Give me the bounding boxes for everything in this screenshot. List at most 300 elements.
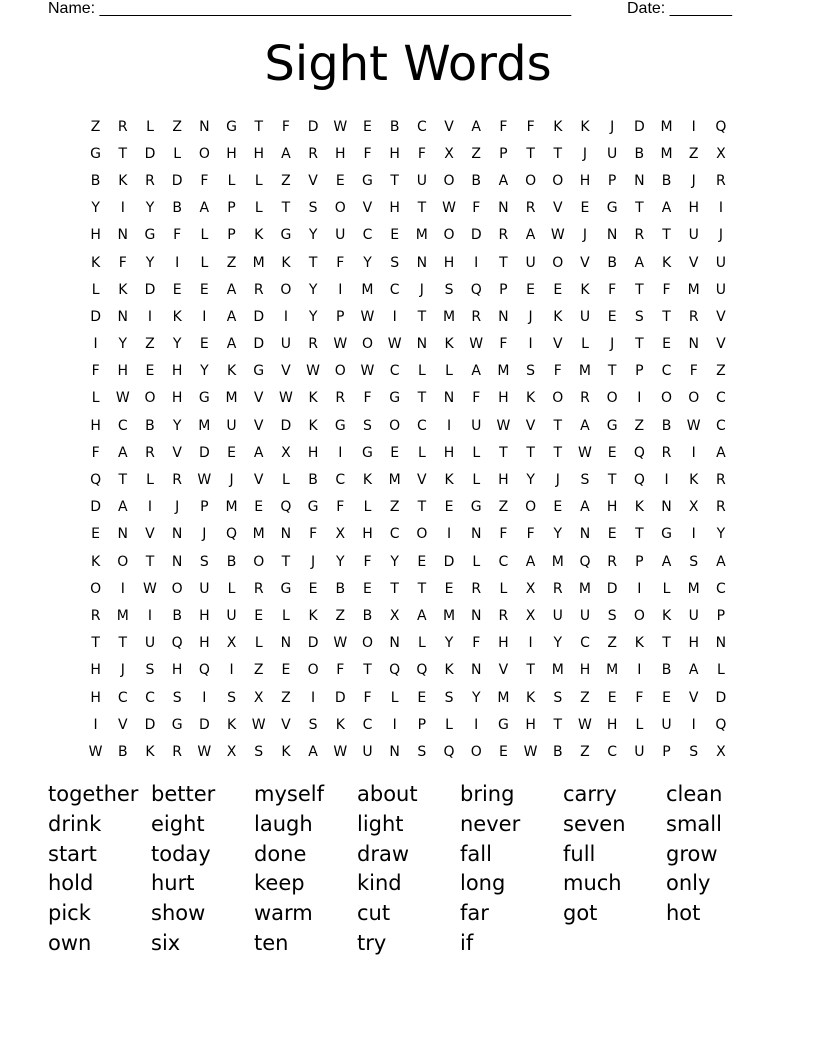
grid-letter: O [470, 743, 482, 760]
grid-letter: Z [281, 172, 291, 189]
word-bank-item: ten [254, 930, 289, 955]
grid-letter: S [308, 200, 318, 217]
grid-letter: O [334, 200, 346, 217]
grid-letter: O [688, 390, 700, 407]
grid-letter: Q [715, 716, 727, 733]
grid-letter: B [634, 145, 645, 162]
grid-letter: K [172, 308, 182, 325]
grid-letter: A [253, 444, 264, 461]
word-bank-item: show [151, 901, 206, 926]
grid-letter: G [144, 227, 156, 244]
grid-letter: Q [633, 472, 645, 489]
grid-letter: R [145, 172, 155, 189]
grid-letter: H [90, 227, 101, 244]
grid-letter: U [661, 716, 672, 733]
grid-letter: W [88, 743, 103, 760]
word-bank-item: never [460, 811, 521, 836]
grid-letter: B [661, 662, 672, 679]
grid-letter: C [389, 363, 400, 380]
grid-letter: W [333, 635, 348, 652]
grid-letter: Z [498, 499, 509, 516]
grid-letter: D [715, 689, 727, 706]
grid-letter: P [635, 553, 644, 570]
grid-letter: B [607, 254, 617, 271]
grid-letter: P [200, 499, 209, 516]
word-bank-item: small [666, 811, 722, 836]
grid-letter: G [606, 417, 618, 434]
grid-letter: P [227, 200, 236, 217]
grid-letter: F [363, 553, 372, 570]
grid-letter: M [497, 689, 510, 706]
grid-letter: G [606, 200, 618, 217]
grid-letter: D [171, 172, 183, 189]
grid-letter: E [662, 336, 671, 353]
grid-letter: A [525, 553, 536, 570]
grid-letter: G [661, 526, 672, 543]
grid-letter: O [552, 172, 564, 189]
grid-letter: T [417, 200, 427, 217]
grid-letter: H [362, 526, 373, 543]
grid-letter: H [688, 200, 699, 217]
grid-letter: T [553, 417, 563, 434]
word-bank-item: warm [254, 901, 313, 926]
grid-letter: G [171, 716, 183, 733]
grid-letter: N [498, 308, 509, 325]
grid-letter: V [716, 308, 726, 325]
grid-row [82, 303, 735, 330]
grid-letter: L [445, 716, 453, 733]
grid-letter: Y [308, 227, 318, 244]
grid-letter: T [363, 662, 372, 679]
grid-letter: B [389, 118, 400, 135]
grid-letter: H [117, 363, 129, 380]
grid-letter: N [443, 390, 455, 407]
grid-letter: E [91, 526, 101, 543]
grid-letter: Z [688, 145, 699, 162]
grid-letter: U [525, 254, 536, 271]
grid-letter: Z [607, 635, 617, 652]
grid-letter: J [528, 308, 533, 325]
grid-letter: K [118, 281, 128, 298]
grid-row [82, 222, 735, 249]
grid-letter: T [607, 472, 617, 489]
grid-letter: A [634, 254, 645, 271]
grid-letter: B [661, 172, 672, 189]
grid-letter: V [253, 390, 264, 407]
grid-letter: A [226, 281, 237, 298]
grid-letter: S [553, 689, 563, 706]
grid-letter: X [253, 689, 264, 706]
grid-letter: A [226, 308, 237, 325]
worksheet-header [48, 0, 748, 20]
grid-letter: E [553, 499, 563, 516]
grid-letter: R [471, 580, 482, 597]
grid-letter: D [90, 499, 101, 516]
grid-letter: I [691, 444, 696, 461]
grid-letter: W [686, 417, 701, 434]
grid-letter: I [93, 336, 98, 353]
grid-letter: U [199, 580, 210, 597]
grid-letter: F [336, 499, 345, 516]
grid-letter: I [446, 417, 452, 434]
grid-letter: F [608, 281, 617, 298]
grid-letter: I [93, 716, 98, 733]
word-bank-item: own [48, 930, 92, 955]
grid-row [82, 494, 735, 521]
grid-letter: U [280, 336, 292, 353]
grid-letter: F [336, 662, 345, 679]
grid-letter: B [552, 743, 563, 760]
grid-letter: Z [580, 743, 590, 760]
grid-letter: L [662, 580, 671, 597]
grid-letter: F [363, 390, 372, 407]
grid-letter: G [389, 390, 401, 407]
grid-letter: R [172, 743, 183, 760]
grid-letter: Y [118, 336, 128, 353]
grid-letter: M [116, 607, 129, 624]
grid-letter: S [689, 553, 699, 570]
word-bank-item: only [666, 871, 711, 896]
grid-letter: B [90, 172, 101, 189]
grid-letter: I [691, 118, 696, 135]
grid-letter: W [442, 200, 456, 217]
grid-letter: H [498, 390, 509, 407]
grid-letter: G [307, 499, 319, 516]
grid-letter: T [118, 145, 128, 162]
grid-letter: N [470, 607, 482, 624]
grid-letter: V [688, 689, 699, 706]
grid-letter: U [634, 743, 645, 760]
grid-letter: Z [335, 607, 346, 624]
grid-letter: S [417, 743, 427, 760]
grid-letter: R [308, 145, 318, 162]
grid-letter: M [497, 363, 510, 380]
grid-letter: W [496, 417, 511, 434]
grid-letter: B [471, 172, 482, 189]
grid-letter: D [144, 281, 156, 298]
word-bank-item: keep [254, 871, 305, 896]
grid-letter: P [716, 607, 726, 624]
grid-letter: P [336, 308, 345, 325]
grid-letter: T [118, 472, 128, 489]
grid-letter: V [525, 417, 536, 434]
grid-letter: D [606, 580, 618, 597]
grid-letter: R [90, 607, 101, 624]
grid-letter: Q [715, 118, 727, 135]
grid-letter: K [661, 254, 672, 271]
grid-letter: G [334, 417, 346, 434]
grid-letter: K [281, 254, 291, 271]
grid-letter: F [635, 689, 644, 706]
grid-letter: P [499, 145, 508, 162]
grid-letter: Y [716, 526, 726, 543]
grid-letter: N [606, 227, 618, 244]
grid-letter: T [417, 499, 427, 516]
grid-letter: U [715, 254, 727, 271]
grid-row [82, 412, 735, 439]
grid-letter: M [442, 607, 456, 624]
grid-row [82, 439, 735, 466]
grid-letter: Z [281, 689, 291, 706]
grid-letter: Y [553, 635, 563, 652]
grid-letter: K [308, 607, 318, 624]
grid-letter: A [117, 444, 128, 461]
grid-letter: I [528, 635, 533, 652]
grid-letter: D [470, 227, 482, 244]
grid-letter: K [634, 635, 644, 652]
grid-letter: J [202, 526, 207, 543]
grid-letter: H [579, 172, 591, 189]
grid-letter: Z [90, 118, 101, 135]
grid-row [82, 195, 735, 222]
grid-letter: O [661, 390, 673, 407]
grid-letter: D [280, 417, 292, 434]
grid-letter: L [445, 363, 453, 380]
grid-row [82, 276, 735, 303]
grid-letter: R [253, 281, 264, 298]
grid-letter: F [499, 118, 508, 135]
grid-row [82, 711, 735, 738]
grid-letter: K [362, 472, 373, 489]
grid-letter: L [417, 363, 426, 380]
grid-letter: I [175, 254, 180, 271]
grid-letter: H [199, 607, 210, 624]
grid-letter: E [417, 553, 427, 570]
grid-letter: K [580, 118, 590, 135]
grid-letter: S [363, 417, 372, 434]
grid-letter: V [688, 254, 699, 271]
grid-letter: W [578, 444, 592, 461]
grid-letter: E [335, 172, 345, 189]
grid-letter: L [390, 689, 399, 706]
grid-letter: Z [634, 417, 645, 434]
grid-letter: L [254, 635, 263, 652]
grid-letter: V [362, 200, 373, 217]
grid-letter: L [91, 390, 100, 407]
grid-letter: Y [145, 254, 155, 271]
grid-letter: J [419, 281, 424, 298]
grid-letter: K [553, 118, 563, 135]
grid-letter: K [661, 607, 672, 624]
grid-letter: M [687, 580, 700, 597]
grid-letter: E [444, 580, 454, 597]
grid-letter: C [716, 417, 726, 434]
word-bank-item: six [151, 930, 181, 955]
grid-letter: I [392, 716, 397, 733]
grid-letter: E [390, 227, 400, 244]
grid-letter: R [580, 390, 590, 407]
grid-letter: Z [172, 118, 182, 135]
grid-letter: N [661, 499, 672, 516]
grid-letter: Y [526, 472, 535, 489]
grid-letter: V [308, 172, 318, 189]
grid-letter: C [362, 716, 373, 733]
grid-letter: I [202, 689, 207, 706]
grid-letter: X [281, 444, 291, 461]
grid-letter: F [499, 336, 508, 353]
grid-letter: I [446, 526, 452, 543]
grid-letter: V [498, 662, 509, 679]
grid-letter: T [662, 227, 671, 244]
grid-letter: W [197, 743, 212, 760]
grid-letter: R [607, 553, 618, 570]
grid-letter: T [281, 553, 291, 570]
grid-letter: S [390, 254, 400, 271]
grid-letter: I [691, 716, 696, 733]
word-bank-item: myself [254, 782, 324, 806]
grid-letter: W [143, 580, 157, 597]
grid-letter: D [307, 118, 319, 135]
grid-letter: K [226, 363, 237, 380]
grid-letter: O [117, 553, 129, 570]
grid-letter: J [555, 472, 560, 489]
grid-letter: B [335, 580, 346, 597]
grid-letter: L [173, 145, 182, 162]
grid-letter: I [637, 662, 642, 679]
grid-letter: S [689, 743, 699, 760]
grid-row [82, 602, 735, 629]
grid-letter: U [226, 607, 237, 624]
grid-letter: Q [171, 635, 183, 652]
grid-letter: C [716, 580, 726, 597]
word-bank-item: laugh [254, 811, 313, 836]
grid-letter: V [253, 472, 264, 489]
word-bank-item: carry [563, 782, 617, 806]
grid-letter: E [607, 689, 617, 706]
grid-letter: B [308, 472, 318, 489]
grid-letter: C [362, 227, 373, 244]
grid-letter: E [145, 363, 155, 380]
grid-letter: H [171, 363, 183, 380]
grid-letter: I [637, 580, 642, 597]
word-bank-item: done [254, 841, 307, 866]
grid-letter: D [90, 308, 101, 325]
grid-letter: V [281, 716, 291, 733]
word-search-grid [82, 113, 735, 766]
grid-letter: O [361, 635, 373, 652]
grid-letter: E [363, 580, 372, 597]
grid-letter: W [578, 716, 592, 733]
grid-letter: P [417, 716, 427, 733]
grid-letter: U [471, 417, 482, 434]
grid-letter: W [306, 363, 321, 380]
grid-letter: O [253, 553, 265, 570]
grid-letter: A [308, 743, 318, 760]
grid-letter: B [226, 553, 237, 570]
grid-letter: Z [471, 145, 482, 162]
grid-letter: H [688, 635, 699, 652]
grid-letter: P [635, 363, 644, 380]
grid-letter: L [472, 472, 481, 489]
grid-letter: X [525, 580, 536, 597]
grid-letter: T [553, 716, 563, 733]
grid-letter: K [689, 472, 699, 489]
grid-letter: N [199, 118, 210, 135]
grid-letter: A [117, 499, 128, 516]
grid-letter: F [200, 172, 209, 189]
grid-letter: T [635, 336, 644, 353]
grid-letter: V [552, 336, 563, 353]
grid-letter: O [307, 662, 319, 679]
grid-letter: U [715, 281, 727, 298]
grid-letter: Y [471, 689, 481, 706]
grid-letter: L [146, 472, 154, 489]
grid-letter: R [498, 227, 509, 244]
grid-letter: L [227, 172, 236, 189]
grid-letter: L [472, 444, 481, 461]
grid-letter: T [635, 200, 644, 217]
grid-letter: K [444, 472, 454, 489]
grid-letter: K [444, 336, 454, 353]
grid-letter: V [716, 336, 726, 353]
grid-letter: T [635, 526, 644, 543]
grid-letter: R [716, 172, 726, 189]
grid-letter: A [471, 118, 481, 135]
grid-letter: M [361, 281, 374, 298]
grid-letter: F [336, 254, 345, 271]
grid-letter: T [145, 553, 155, 570]
grid-letter: T [118, 635, 128, 652]
grid-letter: J [582, 227, 588, 244]
grid-letter: L [200, 227, 209, 244]
grid-letter: I [147, 607, 153, 624]
grid-letter: U [552, 607, 563, 624]
grid-letter: L [417, 635, 426, 652]
grid-letter: P [499, 281, 508, 298]
grid-letter: Y [308, 281, 318, 298]
grid-letter: M [551, 662, 564, 679]
grid-letter: C [335, 472, 346, 489]
grid-letter: E [363, 118, 372, 135]
grid-letter: H [443, 254, 455, 271]
grid-letter: A [417, 607, 427, 624]
grid-letter: Z [253, 662, 264, 679]
grid-letter: A [525, 227, 536, 244]
grid-letter: E [172, 281, 182, 298]
grid-letter: K [226, 716, 237, 733]
grid-letter: A [716, 444, 726, 461]
grid-letter: T [499, 444, 508, 461]
word-bank-item: draw [357, 841, 410, 866]
grid-letter: Q [579, 553, 591, 570]
grid-letter: F [91, 363, 100, 380]
grid-letter: N [470, 526, 482, 543]
grid-letter: Q [389, 662, 401, 679]
grid-row [82, 657, 735, 684]
grid-letter: V [281, 363, 291, 380]
grid-letter: G [497, 716, 509, 733]
grid-letter: M [388, 472, 401, 489]
grid-letter: I [202, 308, 207, 325]
grid-letter: H [606, 716, 618, 733]
grid-letter: U [226, 417, 237, 434]
grid-letter: K [580, 281, 590, 298]
grid-letter: N [634, 172, 645, 189]
grid-letter: C [389, 526, 400, 543]
grid-letter: L [717, 662, 725, 679]
grid-letter: N [498, 200, 509, 217]
grid-letter: T [662, 308, 671, 325]
grid-letter: N [416, 254, 428, 271]
grid-letter: O [443, 172, 455, 189]
grid-letter: I [283, 308, 288, 325]
grid-letter: P [607, 172, 617, 189]
grid-letter: O [552, 254, 564, 271]
grid-letter: R [335, 390, 346, 407]
word-bank-item: pick [48, 901, 91, 926]
grid-letter: A [199, 200, 210, 217]
grid-letter: E [607, 308, 617, 325]
